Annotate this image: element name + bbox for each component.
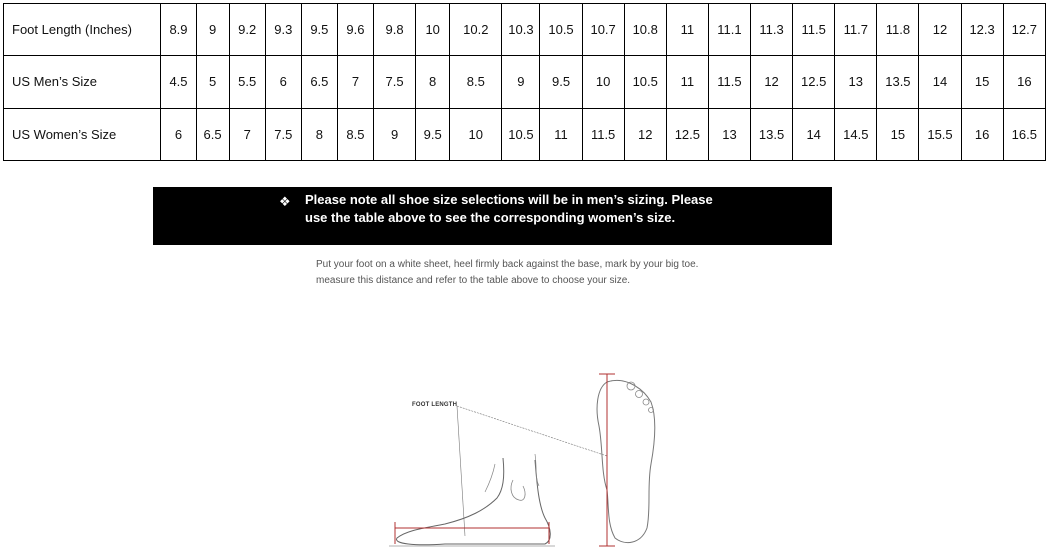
- row-header: US Women’s Size: [4, 108, 161, 160]
- table-cell: 11: [666, 56, 708, 108]
- table-cell: 11.8: [877, 4, 919, 56]
- table-cell: 9: [196, 4, 229, 56]
- table-cell: 10.5: [624, 56, 666, 108]
- table-cell: 9: [374, 108, 416, 160]
- table-cell: 11.5: [793, 4, 835, 56]
- table-cell: 8.5: [450, 56, 502, 108]
- diamond-bullet-icon: ❖: [279, 194, 291, 209]
- table-cell: 11.3: [751, 4, 793, 56]
- row-header: US Men’s Size: [4, 56, 161, 108]
- table-cell: 9.5: [301, 4, 337, 56]
- table-cell: 10.2: [450, 4, 502, 56]
- table-cell: 9.5: [540, 56, 582, 108]
- table-cell: 9.6: [337, 4, 373, 56]
- instructions-line-1: Put your foot on a white sheet, heel firmly back against the base, mark by your big toe.: [316, 259, 699, 270]
- measuring-instructions: [316, 257, 776, 289]
- table-cell: 11.1: [708, 4, 750, 56]
- table-row: [4, 56, 1046, 108]
- sizing-note-text: [305, 191, 805, 227]
- table-cell: 12: [624, 108, 666, 160]
- size-chart-body: [4, 4, 1046, 161]
- table-cell: 10: [582, 56, 624, 108]
- table-cell: 9: [502, 56, 540, 108]
- instructions-line-2: measure this distance and refer to the table above to choose your size.: [316, 275, 631, 286]
- table-cell: 7.5: [374, 56, 416, 108]
- table-cell: 7: [337, 56, 373, 108]
- size-chart-table: [3, 3, 1046, 161]
- table-cell: 16: [1003, 56, 1045, 108]
- table-cell: 4.5: [161, 56, 196, 108]
- table-cell: 11.7: [835, 4, 877, 56]
- row-header: Foot Length (Inches): [4, 4, 161, 56]
- table-cell: 13.5: [877, 56, 919, 108]
- table-cell: 10.5: [540, 4, 582, 56]
- table-cell: 5: [196, 56, 229, 108]
- table-cell: 12.3: [961, 4, 1003, 56]
- table-cell: 13: [708, 108, 750, 160]
- sizing-note-banner: [153, 187, 832, 245]
- table-cell: 11: [666, 4, 708, 56]
- table-cell: 10.8: [624, 4, 666, 56]
- table-row: [4, 108, 1046, 160]
- table-cell: 8.9: [161, 4, 196, 56]
- foot-sketch-icon: [385, 368, 685, 550]
- table-cell: 12: [751, 56, 793, 108]
- table-cell: 5.5: [229, 56, 265, 108]
- table-cell: 9.8: [374, 4, 416, 56]
- table-cell: 10.5: [502, 108, 540, 160]
- table-row: [4, 4, 1046, 56]
- foot-measurement-illustration: [385, 368, 685, 550]
- table-cell: 14: [793, 108, 835, 160]
- table-cell: 13: [835, 56, 877, 108]
- table-cell: 14: [919, 56, 961, 108]
- table-cell: 9.2: [229, 4, 265, 56]
- table-cell: 15: [961, 56, 1003, 108]
- table-cell: 8: [301, 108, 337, 160]
- table-cell: 6: [161, 108, 196, 160]
- table-cell: 11: [540, 108, 582, 160]
- table-cell: 6: [265, 56, 301, 108]
- table-cell: 14.5: [835, 108, 877, 160]
- table-cell: 7.5: [265, 108, 301, 160]
- table-cell: 9.3: [265, 4, 301, 56]
- table-cell: 11.5: [708, 56, 750, 108]
- foot-length-label: FOOT LENGTH: [412, 402, 458, 408]
- table-cell: 12.5: [793, 56, 835, 108]
- table-cell: 13.5: [751, 108, 793, 160]
- table-cell: 11.5: [582, 108, 624, 160]
- table-cell: 8: [416, 56, 450, 108]
- sizing-note-line-2: use the table above to see the corresponding women’s size.: [305, 210, 676, 225]
- table-cell: 12: [919, 4, 961, 56]
- table-cell: 10: [450, 108, 502, 160]
- table-cell: 10.7: [582, 4, 624, 56]
- table-cell: 9.5: [416, 108, 450, 160]
- table-cell: 6.5: [301, 56, 337, 108]
- table-cell: 10.3: [502, 4, 540, 56]
- table-cell: 6.5: [196, 108, 229, 160]
- table-cell: 12.7: [1003, 4, 1045, 56]
- table-cell: 16: [961, 108, 1003, 160]
- table-cell: 12.5: [666, 108, 708, 160]
- sizing-note-line-1: Please note all shoe size selections will be in men’s sizing. Please: [305, 192, 713, 207]
- table-cell: 15.5: [919, 108, 961, 160]
- table-cell: 10: [416, 4, 450, 56]
- table-cell: 8.5: [337, 108, 373, 160]
- table-cell: 15: [877, 108, 919, 160]
- table-cell: 7: [229, 108, 265, 160]
- table-cell: 16.5: [1003, 108, 1045, 160]
